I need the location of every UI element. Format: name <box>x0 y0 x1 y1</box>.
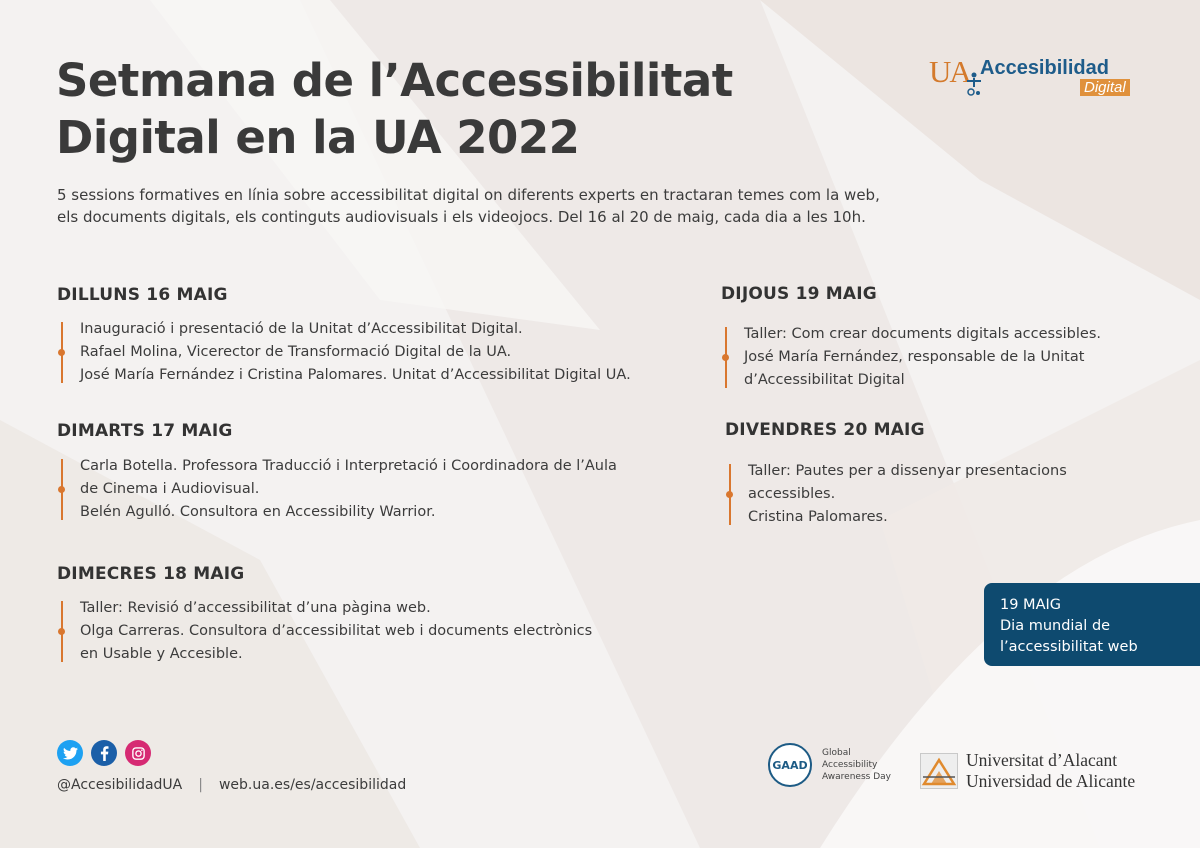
session-line: Inauguració i presentació de la Unitat d’Accessibilitat Digital. <box>80 321 523 337</box>
intro-line-2: els documents digitals, els continguts audiovisuals i els videojocs. Del 16 al 20 de maig, cada dia a les 10h. <box>57 208 866 226</box>
facebook-icon[interactable] <box>91 740 117 766</box>
title-line-2: Digital en la UA 2022 <box>56 111 580 164</box>
session-timeline-dot <box>722 354 729 361</box>
instagram-icon[interactable] <box>125 740 151 766</box>
badge-text-line-2: l’accessibilitat web <box>1000 639 1138 655</box>
session-line: en Usable y Accesible. <box>80 646 243 662</box>
accesibilidad-digital-logo <box>929 54 1149 100</box>
day-heading-wednesday: DIMECRES 18 MAIG <box>57 564 245 584</box>
title-line-1: Setmana de l’Accessibilitat <box>56 54 733 107</box>
session-line: Taller: Pautes per a dissenyar presentacions <box>748 463 1067 479</box>
footer-links <box>57 777 406 793</box>
gaad-line-1: Global <box>822 748 851 758</box>
session-line: Taller: Com crear documents digitals accessibles. <box>744 326 1101 342</box>
session-line: Taller: Revisió d’accessibilitat d’una pàgina web. <box>80 600 431 616</box>
gaad-text <box>822 747 891 783</box>
session-wednesday <box>57 597 697 666</box>
gaad-line-3: Awareness Day <box>822 772 891 782</box>
intro-paragraph <box>57 184 917 228</box>
session-line: José María Fernández, responsable de la Unitat <box>744 349 1085 365</box>
session-friday <box>725 460 1145 529</box>
session-tuesday <box>57 455 697 524</box>
logo-accesibilidad-text: Accesibilidad <box>980 57 1109 79</box>
session-line: Olga Carreras. Consultora d’accessibilitat web i documents electrònics <box>80 623 593 639</box>
day-heading-tuesday: DIMARTS 17 MAIG <box>57 421 233 441</box>
session-line: d’Accessibilitat Digital <box>744 372 905 388</box>
logo-digital-text: Digital <box>1080 79 1130 96</box>
university-name <box>966 750 1135 792</box>
session-line: accessibles. <box>748 486 836 502</box>
university-name-spanish: Universidad de Alicante <box>966 771 1136 791</box>
session-line: Carla Botella. Professora Traducció i Interpretació i Coordinadora de l’Aula <box>80 458 617 474</box>
day-heading-friday: DIVENDRES 20 MAIG <box>725 420 925 440</box>
session-line: Cristina Palomares. <box>748 509 888 525</box>
footer-separator: | <box>198 777 203 793</box>
gaad-circle-icon <box>768 743 812 787</box>
day-heading-monday: DILLUNS 16 MAIG <box>57 285 228 305</box>
session-timeline-dot <box>58 628 65 635</box>
gaad-line-2: Accessibility <box>822 760 878 770</box>
social-handle-link[interactable]: @AccesibilidadUA <box>57 777 183 793</box>
page-title <box>56 52 776 166</box>
world-accessibility-day-badge <box>984 583 1200 666</box>
session-thursday <box>721 323 1171 392</box>
session-timeline-dot <box>58 486 65 493</box>
session-timeline-dot <box>58 349 65 356</box>
badge-date: 19 MAIG <box>1000 597 1062 613</box>
badge-text-line-1: Dia mundial de <box>1000 618 1111 634</box>
gaad-abbr: GAAD <box>772 758 808 772</box>
university-name-valencian: Universitat d’Alacant <box>966 750 1118 770</box>
session-timeline-dot <box>726 491 733 498</box>
session-monday <box>57 318 697 387</box>
session-line: Rafael Molina, Vicerector de Transformació Digital de la UA. <box>80 344 512 360</box>
social-links <box>57 740 151 766</box>
session-line: José María Fernández i Cristina Palomares. Unitat d’Accessibilitat Digital UA. <box>80 367 631 383</box>
intro-line-1: 5 sessions formatives en línia sobre accessibilitat digital on diferents experts en tractaran temes com la web, <box>57 186 880 204</box>
session-line: de Cinema i Audiovisual. <box>80 481 260 497</box>
session-line: Belén Agulló. Consultora en Accessibility Warrior. <box>80 504 436 520</box>
university-logo <box>920 750 1135 792</box>
logo-ua-text: UA <box>929 54 970 89</box>
day-heading-thursday: DIJOUS 19 MAIG <box>721 284 877 304</box>
gaad-logo <box>768 743 891 787</box>
website-link[interactable]: web.ua.es/es/accesibilidad <box>218 777 407 793</box>
university-emblem-icon <box>920 753 958 789</box>
twitter-icon[interactable] <box>57 740 83 766</box>
